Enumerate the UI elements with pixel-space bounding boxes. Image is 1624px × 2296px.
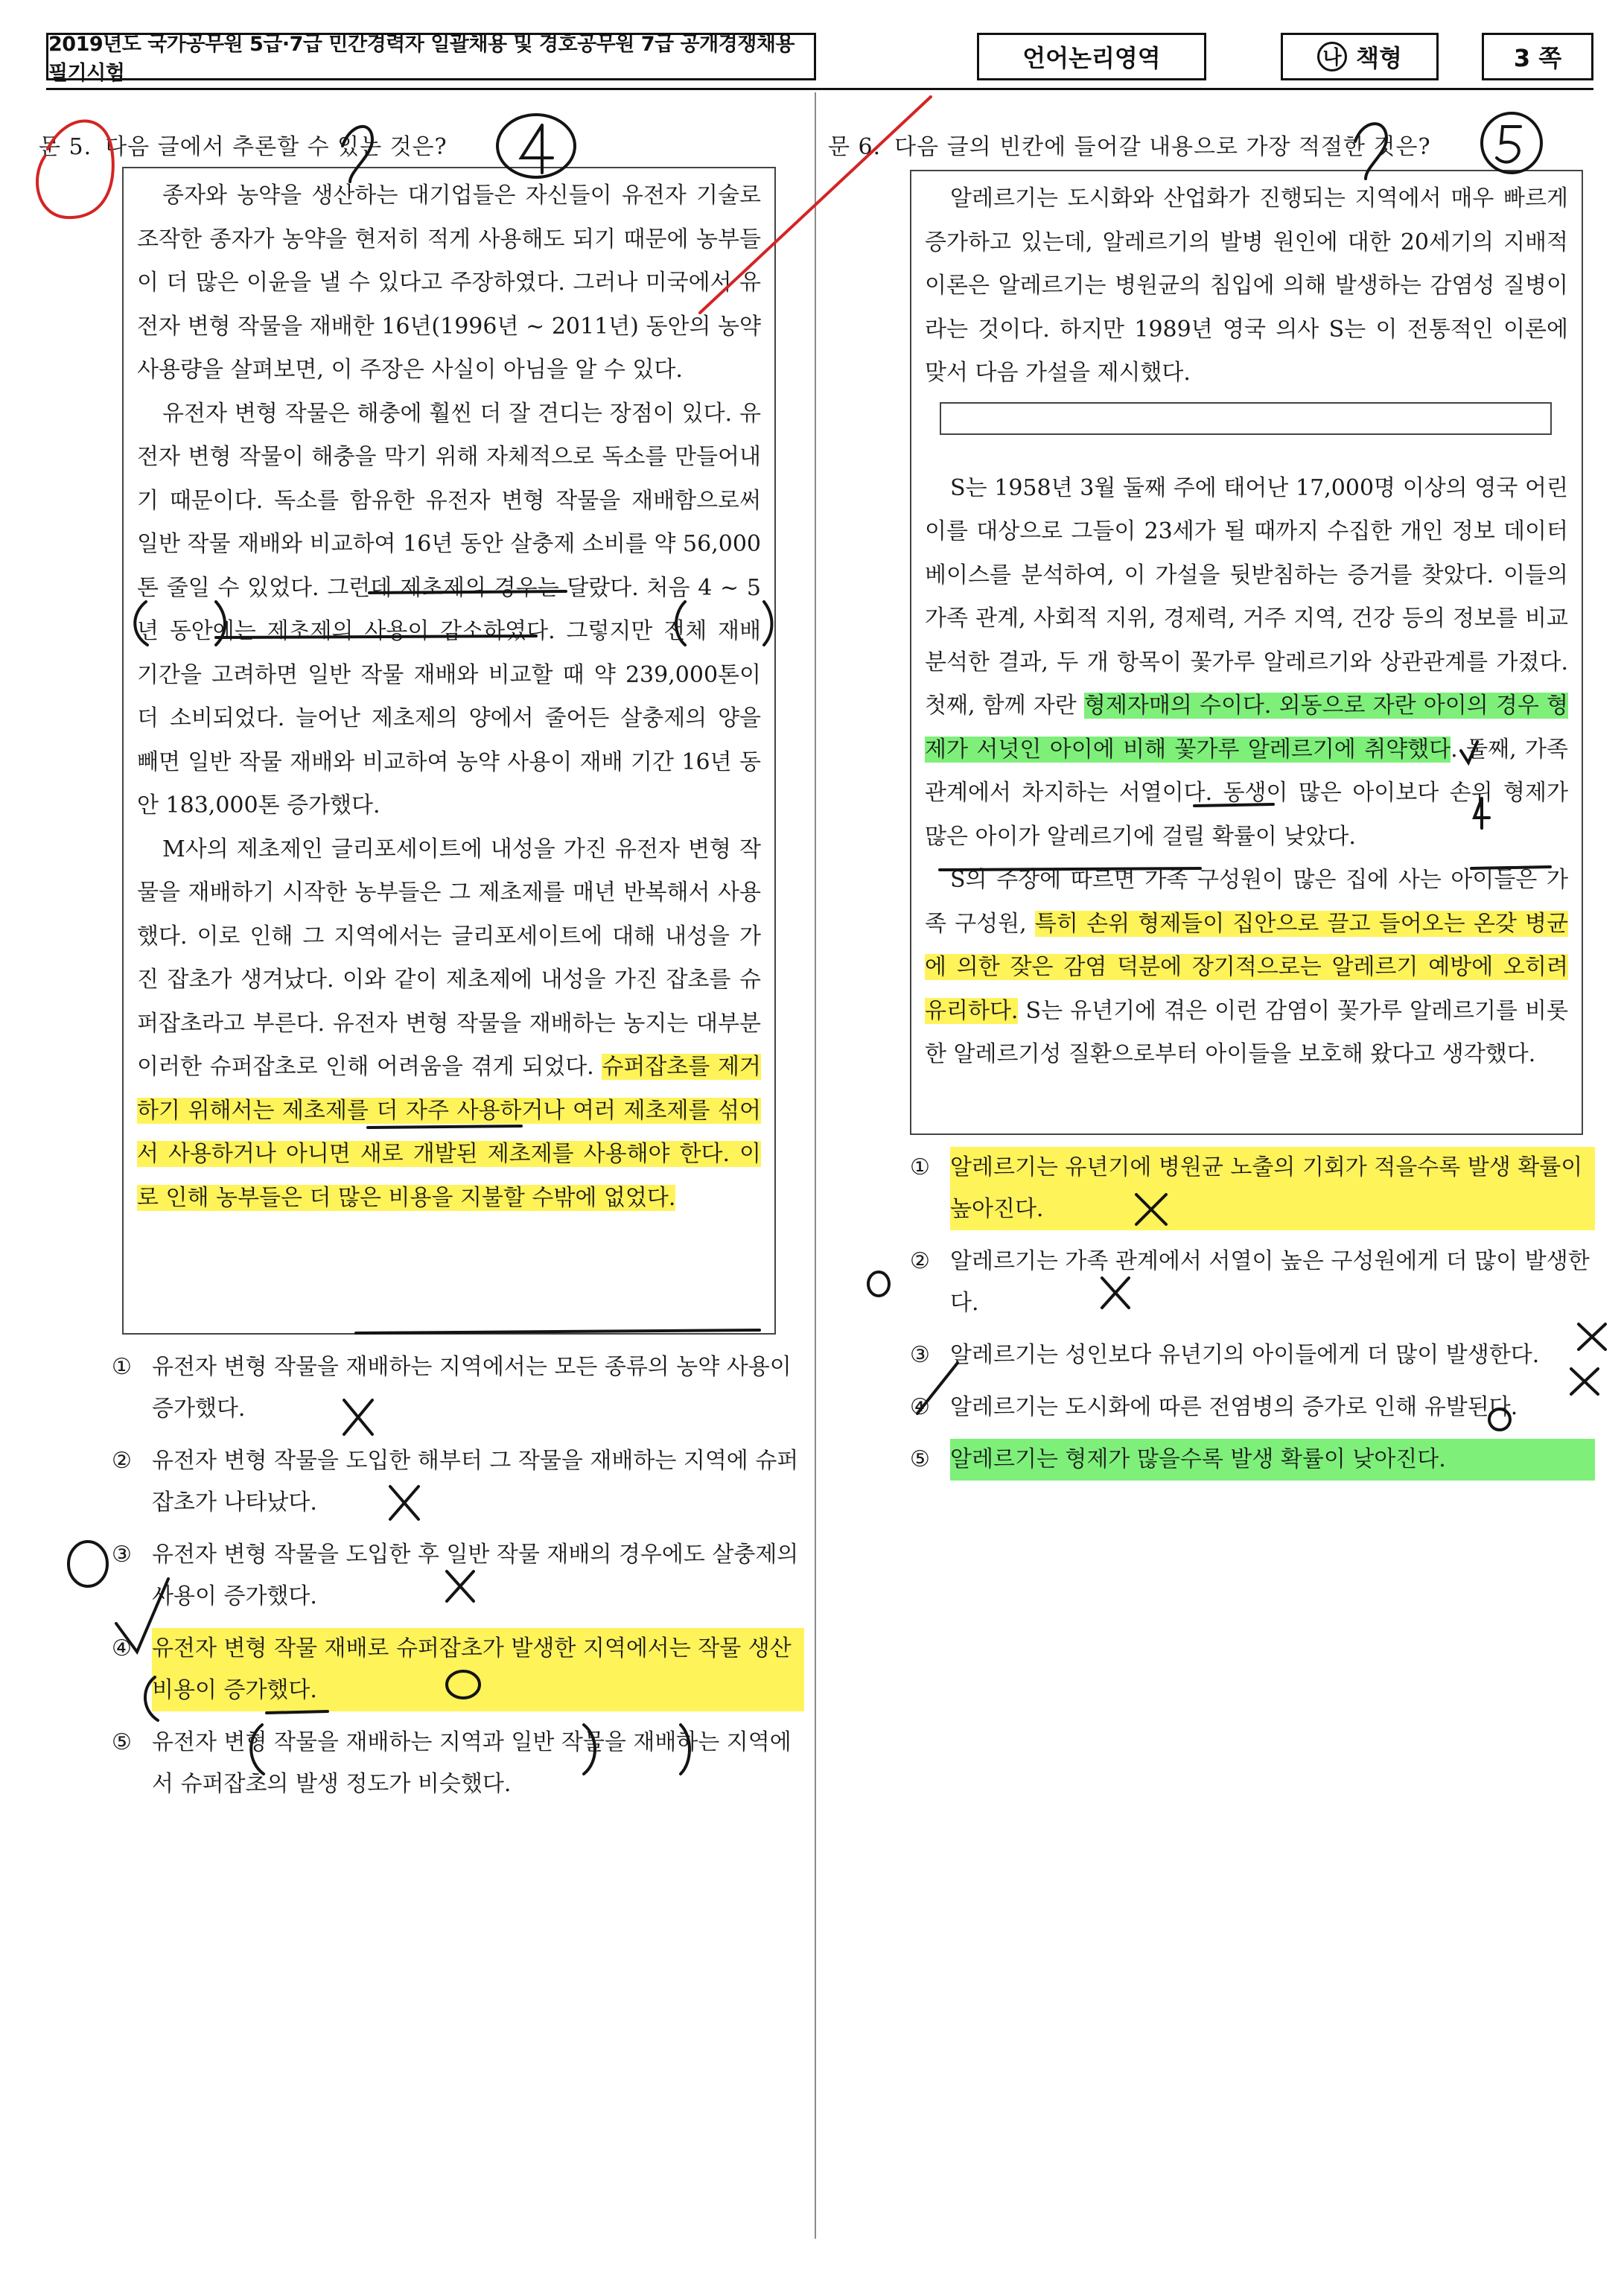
q6-option-2[interactable] <box>910 1241 1595 1324</box>
q5-option-2[interactable] <box>112 1440 804 1524</box>
q6-options <box>910 1147 1595 1491</box>
q6-passage-para-3 <box>925 859 1568 1077</box>
q5-options <box>112 1346 804 1816</box>
q6-option-2-text: 알레르기는 가족 관계에서 서열이 높은 구성원에게 더 많이 발생한다. <box>950 1248 1590 1316</box>
q5-option-1-num: ① <box>112 1354 132 1380</box>
q6-option-3-text: 알레르기는 성인보다 유년기의 아이들에게 더 많이 발생한다. <box>950 1342 1540 1368</box>
q5-option-2-text: 유전자 변형 작물을 도입한 해부터 그 작물을 재배하는 지역에 슈퍼잡초가 나타났다. <box>152 1448 799 1516</box>
q6-option-2-num: ② <box>910 1248 930 1274</box>
q5-option-3[interactable] <box>112 1534 804 1618</box>
q6-p3-b: S는 유년기에 겪은 이런 감염이 꽃가루 알레르기를 비롯한 알레르기성 질환으로부터 아이들을 보호해 왔다고 생각했다. <box>925 997 1568 1067</box>
page-number-text: 3 쪽 <box>1513 44 1562 72</box>
q6-option-5-num: ⑤ <box>910 1446 930 1472</box>
q5-option-5-text: 유전자 변형 작물을 재배하는 지역과 일반 작물을 재배하는 지역에서 슈퍼잡초의 발생 정도가 비슷했다. <box>152 1729 792 1797</box>
q6-p3-highlight: 특히 손위 형제들이 집안으로 끌고 들어오는 온갖 병균에 의한 잦은 감염 덕분에 장기적으로는 알레르기 예방에 오히려 유리하다. <box>925 910 1569 1024</box>
booklet-type <box>1281 33 1439 80</box>
q6-option-1-text: 알레르기는 유년기에 병원균 노출의 기회가 적을수록 발생 확률이 높아진다. <box>950 1147 1595 1230</box>
q5-option-2-num: ② <box>112 1448 132 1474</box>
q5-option-4-text: 유전자 변형 작물 재배로 슈퍼잡초가 발생한 지역에서는 작물 생산 비용이 증가했다. <box>152 1628 804 1711</box>
q6-answer-blank[interactable] <box>940 402 1552 435</box>
q6-number: 문 6. <box>828 134 882 160</box>
q6-passage-para-1: 알레르기는 도시화와 산업화가 진행되는 지역에서 매우 빠르게 증가하고 있는데, 알레르기의 발병 원인에 대한 20세기의 지배적 이론은 알레르기는 병원균의 침입에 의해 발생하는 감염성 질병이라는 것이다. 하지만 1989년 영국 의사 S는 이 전통적인 이론에 맞서 다음 가설을 제시했다. <box>925 185 1568 386</box>
section-label <box>977 33 1206 80</box>
exam-title <box>46 33 816 85</box>
q6-option-4-num: ④ <box>910 1394 930 1420</box>
q6-option-3[interactable] <box>910 1335 1595 1376</box>
q6-option-3-num: ③ <box>910 1342 930 1368</box>
q5-option-5-num: ⑤ <box>112 1729 132 1755</box>
o-mark-icon <box>69 1542 107 1586</box>
o-mark-icon <box>868 1272 889 1296</box>
q5-option-3-text: 유전자 변형 작물을 도입한 후 일반 작물 재배의 경우에도 살충제의 사용이 증가했다. <box>152 1542 799 1609</box>
q6-prompt: 다음 글의 빈칸에 들어갈 내용으로 가장 적절한 것은? <box>894 134 1431 160</box>
q6-p3-a: S의 주장에 따르면 가족 구성원이 많은 집에 사는 아이들은 가족 구성원, <box>925 867 1568 937</box>
q6-option-5-text: 알레르기는 형제가 많을수록 발생 확률이 낮아진다. <box>950 1439 1595 1481</box>
q5-option-3-num: ③ <box>112 1542 132 1568</box>
q5-passage-highlight: 슈퍼잡초를 제거하기 위해서는 제초제를 더 자주 사용하거나 여러 제초제를 섞어서 사용하거나 아니면 새로 개발된 제초제를 사용해야 한다. 이로 인해 농부들은 더 많은 비용을 지불할 수밖에 없었다. <box>137 1054 761 1211</box>
q6-answer-digit-icon <box>1497 127 1520 162</box>
q5-prompt: 다음 글에서 추론할 수 있는 것은? <box>105 134 448 160</box>
q6-option-1[interactable] <box>910 1147 1595 1230</box>
q6-option-1-num: ① <box>910 1154 930 1180</box>
page-number <box>1482 33 1593 80</box>
q5-option-4[interactable] <box>112 1628 804 1711</box>
booklet-mark: 나 <box>1317 42 1347 71</box>
q5-passage-box <box>122 167 776 1335</box>
q6-option-4[interactable] <box>910 1387 1595 1428</box>
column-divider <box>815 92 816 2239</box>
q5-option-1[interactable] <box>112 1346 804 1430</box>
q6-p2-b: . 둘째, 가족 관계에서 차지하는 서열이다. 동생이 많은 아이보다 손위 형제가 많은 아이가 알레르기에 걸릴 확률이 낮았다. <box>925 736 1568 850</box>
q6-p2-a: S는 1958년 3월 둘째 주에 태어난 17,000명 이상의 영국 어린이를 대상으로 그들이 23세가 될 때까지 수집한 개인 정보 데이터베이스를 분석하여, 이 가설을 뒷받침하는 증거를 찾았다. 이들의 가족 관계, 사회적 지위, 경제력, 거주 지역, 건강 등의 정보를 비교 분석한 결과, 두 개 항목이 꽃가루 알레르기와 상관관계를 가졌다. 첫째, 함께 자란 <box>925 474 1568 719</box>
q5-option-5[interactable] <box>112 1722 804 1805</box>
q5-passage-para-1: 종자와 농약을 생산하는 대기업들은 자신들이 유전자 기술로 조작한 종자가 농약을 현저히 적게 사용해도 되기 때문에 농부들이 더 많은 이윤을 낼 수 있다고 주장하였다. 그러나 미국에서 유전자 변형 작물을 재배한 16년(1996년 ~ 2011년) 동안의 농약 사용량을 살펴보면, 이 주장은 사실이 아님을 알 수 있다. <box>137 182 761 383</box>
q5-passage-para-2: 유전자 변형 작물은 해충에 훨씬 더 잘 견디는 장점이 있다. 유전자 변형 작물이 해충을 막기 위해 자체적으로 독소를 만들어내기 때문이다. 독소를 함유한 유전자 변형 작물을 재배함으로써 일반 작물 재배와 비교하여 16년 동안 살충제 소비를 약 56,000톤 줄일 수 있었다. 그런데 제초제의 경우는 달랐다. 처음 4 ~ 5년 동안에는 제초제의 사용이 감소하였다. 그렇지만 전체 재배 기간을 고려하면 일반 작물 재배와 비교할 때 약 239,000톤이 더 소비되었다. 늘어난 제초제의 양에서 줄어든 살충제의 양을 빼면 일반 작물 재배와 비교하여 농약 사용이 재배 기간 16년 동안 183,000톤 증가했다. <box>137 400 761 818</box>
q5-option-4-num: ④ <box>112 1635 132 1661</box>
q5-answer-digit-icon <box>521 125 553 173</box>
q6-option-5[interactable] <box>910 1439 1595 1481</box>
q6-answer-circle-icon <box>1482 113 1541 173</box>
q6-passage-box <box>910 170 1583 1135</box>
booklet-label: 책형 <box>1356 44 1402 72</box>
q5-option-1-text: 유전자 변형 작물을 재배하는 지역에서는 모든 종류의 농약 사용이 증가했다. <box>152 1354 792 1422</box>
q6-option-4-text: 알레르기는 도시화에 따른 전염병의 증가로 인해 유발된다. <box>950 1394 1518 1420</box>
q5-passage-para-3-text: M사의 제초제인 글리포세이트에 내성을 가진 유전자 변형 작물을 재배하기 시작한 농부들은 그 제초제를 매년 반복해서 사용했다. 이로 인해 그 지역에서는 글리포세이트에 대해 내성을 가진 잡초가 생겨났다. 이와 같이 제초제에 내성을 가진 잡초를 슈퍼잡초라고 부른다. 유전자 변형 작물을 재배하는 농지는 대부분 이러한 슈퍼잡초로 인해 어려움을 겪게 되었다. <box>137 836 761 1080</box>
q5-number: 문 5. <box>39 134 92 160</box>
q5-heading <box>39 128 448 161</box>
q6-p2-highlight: 형제자매의 수이다. 외동으로 자란 아이의 경우 형제가 서넛인 아이에 비해 꽃가루 알레르기에 취약했다 <box>925 693 1568 763</box>
q6-heading <box>828 128 1431 161</box>
section-label-text: 언어논리영역 <box>1022 44 1161 72</box>
q5-passage-para-3 <box>137 828 761 1221</box>
exam-title-text: 2019년도 국가공무원 5급·7급 민간경력자 일괄채용 및 경호공무원 7급 공개경쟁채용 필기시험 <box>48 33 795 85</box>
header-rule <box>46 88 1593 90</box>
q6-passage-para-2 <box>925 467 1568 859</box>
